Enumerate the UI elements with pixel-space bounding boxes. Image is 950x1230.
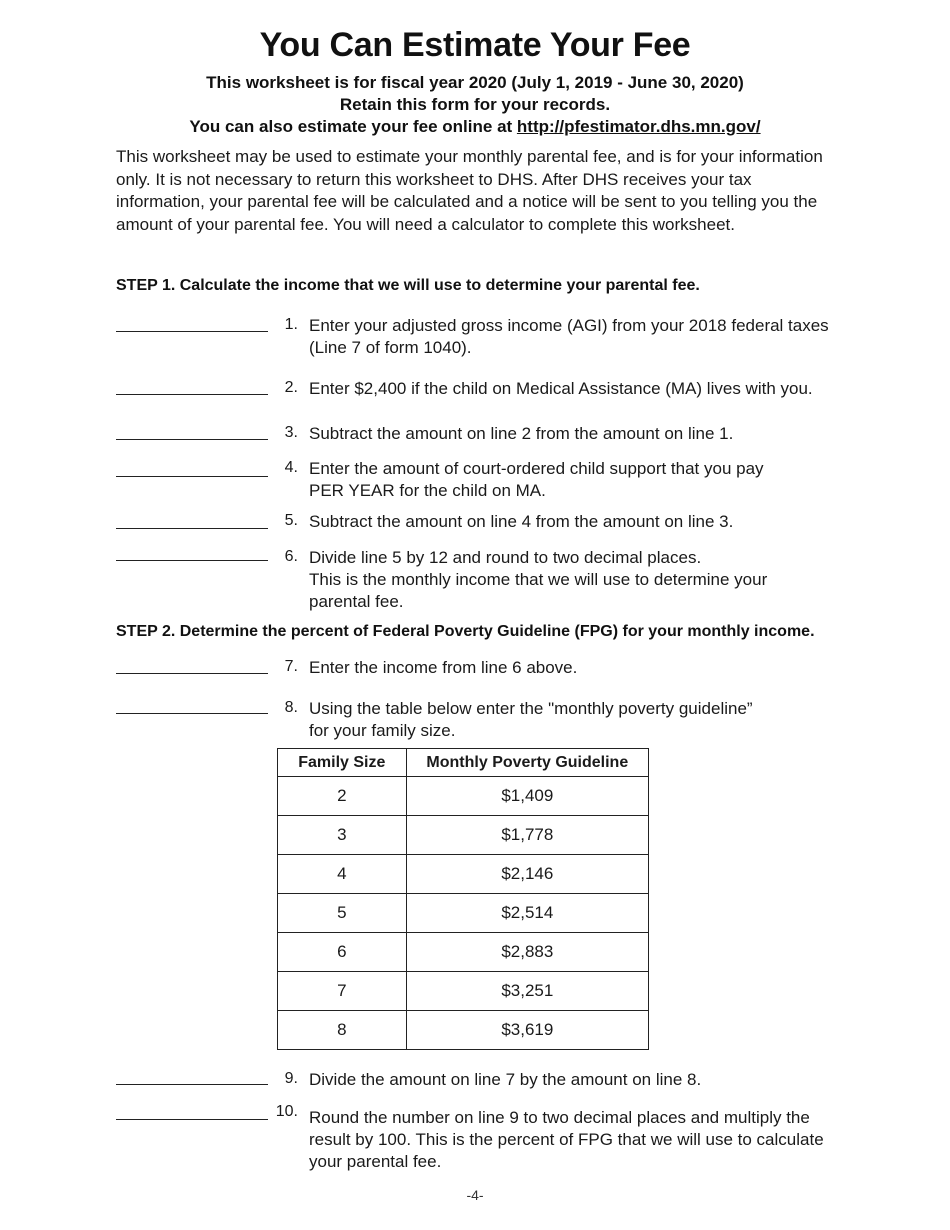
item-line: Enter $2,400 if the child on Medical Assistance (MA) lives with you. (309, 379, 813, 398)
item-line: Subtract the amount on line 2 from the amount on line 1. (309, 424, 734, 443)
item-5-text (309, 511, 869, 533)
table-row (278, 816, 649, 855)
item-number: 7. (284, 658, 298, 675)
column-header-family-size: Family Size (278, 749, 407, 777)
intro-paragraph: This worksheet may be used to estimate your monthly parental fee, and is for your information only. It is not necessary to return this worksheet to DHS. After DHS receives your tax information, your parental fee will be calculated and a notice will be sent to you telling you the amount of your parental fee. You will need a calculator to complete this worksheet. (116, 147, 823, 234)
item-line: result by 100. This is the percent of FPG that we will use to calculate (309, 1130, 824, 1149)
line6-answer-blank[interactable] (116, 560, 268, 561)
guideline-cell: $2,514 (406, 894, 648, 933)
item-3-text (309, 423, 869, 445)
guideline-cell: $3,619 (406, 1011, 648, 1050)
family-size-cell: 4 (278, 855, 407, 894)
item-number: 1. (284, 316, 298, 333)
item-line: This is the monthly income that we will use to determine your (309, 570, 768, 589)
item-number: 2. (284, 379, 298, 396)
item-7-text (309, 657, 869, 679)
step1-heading: STEP 1. Calculate the income that we will use to determine your parental fee. (116, 277, 700, 294)
item-2-text (309, 378, 869, 400)
line2-answer-blank[interactable] (116, 394, 268, 395)
item-line: Divide line 5 by 12 and round to two decimal places. (309, 548, 702, 567)
item-line: Round the number on line 9 to two decimal places and multiply the (309, 1108, 810, 1127)
guideline-cell: $3,251 (406, 972, 648, 1011)
table-row (278, 777, 649, 816)
page-number: -4- (466, 1187, 484, 1203)
family-size-cell: 6 (278, 933, 407, 972)
item-line: your parental fee. (309, 1152, 442, 1171)
guideline-cell: $2,146 (406, 855, 648, 894)
line1-answer-blank[interactable] (116, 331, 268, 332)
line8-answer-blank[interactable] (116, 713, 268, 714)
item-line: for your family size. (309, 721, 456, 740)
item-line: Enter your adjusted gross income (AGI) from your 2018 federal taxes (309, 316, 829, 335)
item-number: 3. (284, 424, 298, 441)
estimator-link[interactable]: http://pfestimator.dhs.mn.gov/ (516, 117, 761, 136)
item-line: Subtract the amount on line 4 from the amount on line 3. (309, 512, 734, 531)
item-number: 9. (284, 1070, 298, 1087)
item-10-text (309, 1107, 869, 1173)
guideline-cell: $1,409 (406, 777, 648, 816)
line4-answer-blank[interactable] (116, 476, 268, 477)
line3-answer-blank[interactable] (116, 439, 268, 440)
table-row (278, 894, 649, 933)
item-9-text (309, 1069, 869, 1091)
online-prefix: You can also estimate your fee online at (189, 117, 517, 136)
family-size-cell: 3 (278, 816, 407, 855)
item-1-text (309, 315, 869, 359)
table-row (278, 972, 649, 1011)
item-number: 8. (284, 699, 298, 716)
item-number: 6. (284, 548, 298, 565)
poverty-guideline-table (277, 748, 649, 1050)
line7-answer-blank[interactable] (116, 673, 268, 674)
line5-answer-blank[interactable] (116, 528, 268, 529)
item-line: PER YEAR for the child on MA. (309, 481, 546, 500)
item-line: parental fee. (309, 592, 404, 611)
family-size-cell: 2 (278, 777, 407, 816)
item-line: (Line 7 of form 1040). (309, 338, 472, 357)
item-number: 5. (284, 512, 298, 529)
retain-line: Retain this form for your records. (339, 95, 611, 114)
table-row (278, 1011, 649, 1050)
item-4-text (309, 458, 869, 502)
guideline-cell: $1,778 (406, 816, 648, 855)
family-size-cell: 8 (278, 1011, 407, 1050)
table-row (278, 855, 649, 894)
line9-answer-blank[interactable] (116, 1084, 268, 1085)
item-8-text (309, 698, 869, 742)
line10-answer-blank[interactable] (116, 1119, 268, 1120)
item-line: Divide the amount on line 7 by the amount on line 8. (309, 1070, 702, 1089)
item-line: Enter the income from line 6 above. (309, 658, 578, 677)
item-line: Enter the amount of court-ordered child support that you pay (309, 459, 764, 478)
item-6-text (309, 547, 869, 613)
family-size-cell: 7 (278, 972, 407, 1011)
table-header-row (278, 749, 649, 777)
guideline-cell: $2,883 (406, 933, 648, 972)
page-title: You Can Estimate Your Fee (259, 26, 691, 64)
item-line: Using the table below enter the "monthly poverty guideline” (309, 699, 753, 718)
item-number: 10. (275, 1103, 298, 1120)
item-number: 4. (284, 459, 298, 476)
table-row (278, 933, 649, 972)
step2-heading: STEP 2. Determine the percent of Federal Poverty Guideline (FPG) for your monthly income. (116, 623, 815, 640)
online-estimator-line (0, 116, 950, 138)
fiscal-year-line: This worksheet is for fiscal year 2020 (July 1, 2019 - June 30, 2020) (206, 73, 744, 92)
family-size-cell: 5 (278, 894, 407, 933)
column-header-monthly-guideline: Monthly Poverty Guideline (406, 749, 648, 777)
